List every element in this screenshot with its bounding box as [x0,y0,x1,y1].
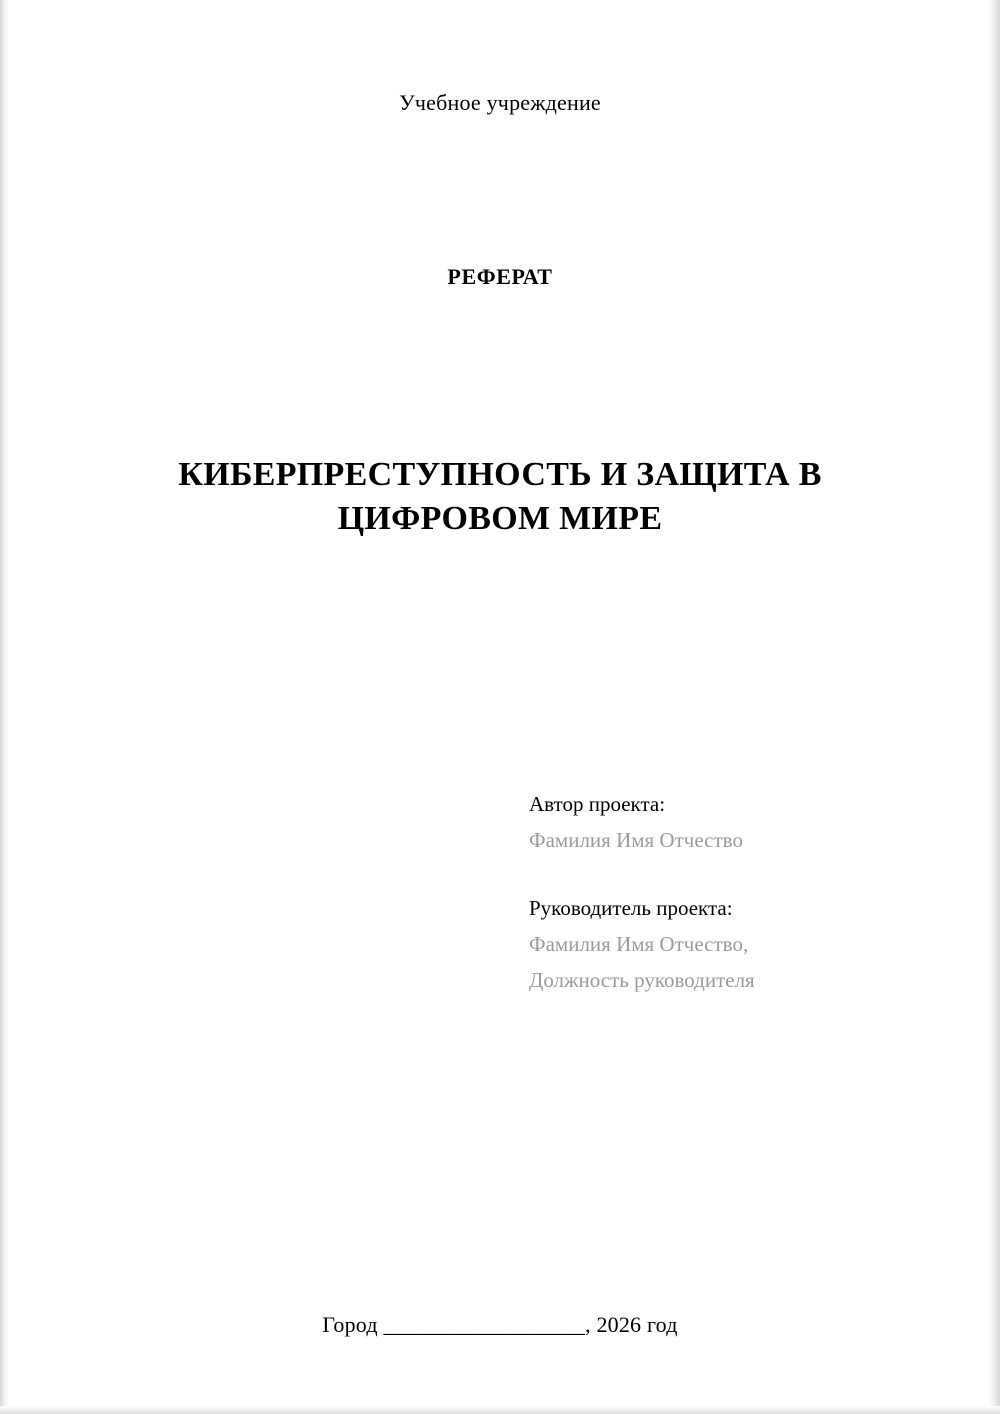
credits-block [529,786,929,998]
supervisor-value-line2: Должность руководителя [529,968,755,992]
city-and-year-footer: Город __________________, 2026 год [322,1312,678,1337]
page-edge-shadow-right [988,0,1000,1414]
institution-name: Учебное учреждение [399,90,601,115]
credits-spacer [529,858,929,890]
author-value: Фамилия Имя Отчество [529,828,743,852]
page-title: КИБЕРПРЕСТУПНОСТЬ И ЗАЩИТА В ЦИФРОВОМ МИРЕ [178,455,822,537]
document-type-heading: РЕФЕРАТ [447,264,553,289]
page-edge-shadow-left [0,0,10,1414]
supervisor-label: Руководитель проекта: [529,896,733,920]
supervisor-value-line1: Фамилия Имя Отчество, [529,932,749,956]
author-label: Автор проекта: [529,792,666,816]
page-edge-shadow-bottom [0,1406,1000,1414]
